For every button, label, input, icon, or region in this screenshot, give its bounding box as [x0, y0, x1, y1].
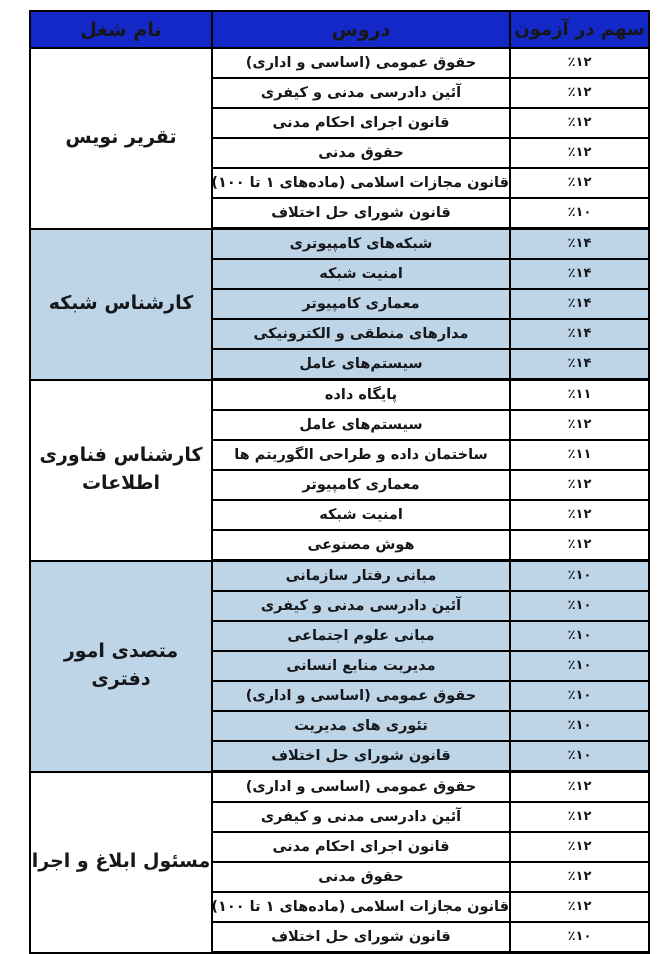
cell-course: آئین دادرسی مدنی و کیفری — [212, 591, 510, 621]
cell-job-name: مسئول ابلاغ و اجرا — [30, 772, 212, 953]
cell-share: ٪۱۴ — [510, 259, 649, 289]
cell-share: ٪۱۰ — [510, 591, 649, 621]
cell-course: تئوری های مدیریت — [212, 711, 510, 741]
cell-course: حقوق مدنی — [212, 862, 510, 892]
cell-course: حقوق عمومی (اساسی و اداری) — [212, 681, 510, 711]
table-row — [30, 229, 649, 260]
exam-subjects-table — [29, 10, 650, 954]
cell-job-name: متصدی امور دفتری — [30, 561, 212, 772]
cell-course: آئین دادرسی مدنی و کیفری — [212, 802, 510, 832]
cell-share: ٪۱۲ — [510, 168, 649, 198]
table-header-row — [30, 11, 649, 48]
table-row — [30, 561, 649, 592]
cell-share: ٪۱۴ — [510, 289, 649, 319]
cell-job-name: کارشناس شبکه — [30, 229, 212, 380]
cell-share: ٪۱۰ — [510, 561, 649, 592]
table-row — [30, 380, 649, 411]
cell-course: حقوق عمومی (اساسی و اداری) — [212, 772, 510, 803]
cell-course: آئین دادرسی مدنی و کیفری — [212, 78, 510, 108]
cell-share: ٪۱۰ — [510, 741, 649, 772]
cell-share: ٪۱۴ — [510, 229, 649, 260]
cell-share: ٪۱۰ — [510, 651, 649, 681]
cell-course: معماری کامپیوتر — [212, 470, 510, 500]
cell-share: ٪۱۰ — [510, 922, 649, 953]
cell-course: سیستم‌های عامل — [212, 410, 510, 440]
cell-share: ٪۱۲ — [510, 530, 649, 561]
cell-share: ٪۱۲ — [510, 500, 649, 530]
cell-course: قانون مجازات اسلامی (ماده‌های ۱ تا ۱۰۰) — [212, 892, 510, 922]
column-header-courses: دروس — [212, 11, 510, 48]
table-row — [30, 48, 649, 78]
table-body — [30, 48, 649, 953]
cell-share: ٪۱۰ — [510, 681, 649, 711]
cell-share: ٪۱۲ — [510, 108, 649, 138]
cell-course: هوش مصنوعی — [212, 530, 510, 561]
cell-course: معماری کامپیوتر — [212, 289, 510, 319]
cell-share: ٪۱۲ — [510, 862, 649, 892]
cell-job-name: تقریر نویس — [30, 48, 212, 229]
exam-table-container — [31, 10, 650, 954]
cell-share: ٪۱۲ — [510, 410, 649, 440]
cell-course: مدارهای منطقی و الکترونیکی — [212, 319, 510, 349]
cell-share: ٪۱۲ — [510, 48, 649, 78]
table-header — [30, 11, 649, 48]
cell-share: ٪۱۴ — [510, 349, 649, 380]
cell-course: مدیریت منابع انسانی — [212, 651, 510, 681]
cell-share: ٪۱۴ — [510, 319, 649, 349]
cell-course: حقوق مدنی — [212, 138, 510, 168]
cell-course: ساختمان داده و طراحی الگوریتم ها — [212, 440, 510, 470]
cell-course: قانون شورای حل اختلاف — [212, 198, 510, 229]
cell-share: ٪۱۰ — [510, 711, 649, 741]
cell-course: حقوق عمومی (اساسی و اداری) — [212, 48, 510, 78]
cell-share: ٪۱۰ — [510, 621, 649, 651]
cell-course: قانون شورای حل اختلاف — [212, 741, 510, 772]
cell-share: ٪۱۲ — [510, 802, 649, 832]
cell-course: قانون شورای حل اختلاف — [212, 922, 510, 953]
cell-course: مبانی علوم اجتماعی — [212, 621, 510, 651]
cell-course: قانون اجرای احکام مدنی — [212, 832, 510, 862]
cell-course: قانون مجازات اسلامی (ماده‌های ۱ تا ۱۰۰) — [212, 168, 510, 198]
cell-course: امنیت شبکه — [212, 500, 510, 530]
cell-share: ٪۱۲ — [510, 78, 649, 108]
cell-share: ٪۱۲ — [510, 138, 649, 168]
column-header-share: سهم در آزمون — [510, 11, 649, 48]
cell-share: ٪۱۲ — [510, 470, 649, 500]
cell-share: ٪۱۲ — [510, 772, 649, 803]
cell-course: شبکه‌های کامپیوتری — [212, 229, 510, 260]
table-row — [30, 772, 649, 803]
cell-course: قانون اجرای احکام مدنی — [212, 108, 510, 138]
cell-course: پایگاه داده — [212, 380, 510, 411]
cell-share: ٪۱۱ — [510, 380, 649, 411]
column-header-job: نام شغل — [30, 11, 212, 48]
cell-course: مبانی رفتار سازمانی — [212, 561, 510, 592]
cell-share: ٪۱۱ — [510, 440, 649, 470]
cell-share: ٪۱۰ — [510, 198, 649, 229]
cell-share: ٪۱۲ — [510, 832, 649, 862]
cell-job-name: کارشناس فناوری اطلاعات — [30, 380, 212, 561]
cell-course: امنیت شبکه — [212, 259, 510, 289]
cell-share: ٪۱۲ — [510, 892, 649, 922]
cell-course: سیستم‌های عامل — [212, 349, 510, 380]
